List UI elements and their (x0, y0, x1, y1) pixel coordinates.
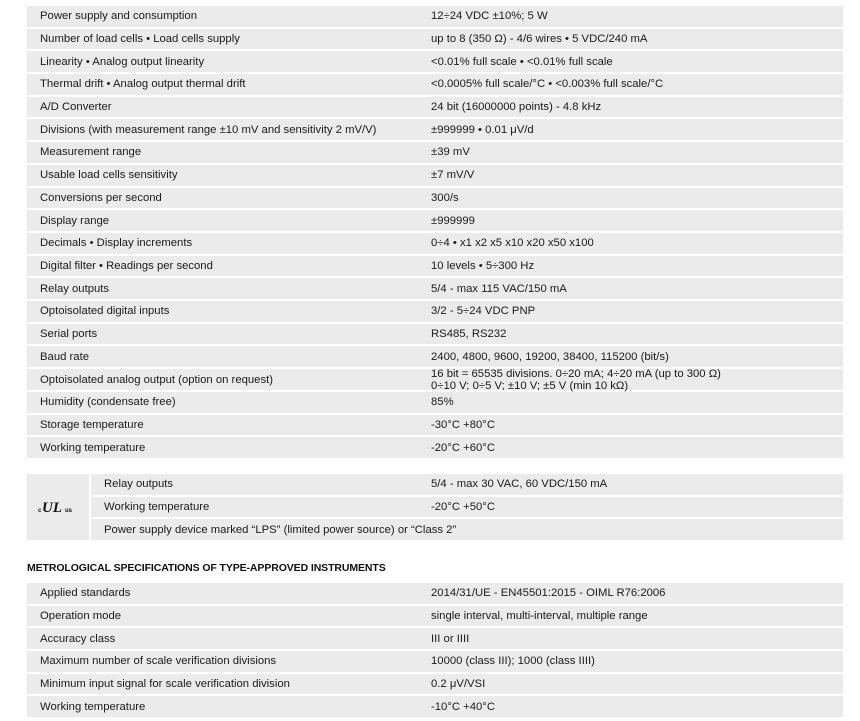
spec-label: Serial ports (40, 327, 98, 340)
spec-value: <0.01% full scale • <0.01% full scale (431, 55, 613, 68)
spec-value: 2400, 4800, 9600, 19200, 38400, 115200 (bit/s) (431, 350, 669, 363)
metro-value: 0.2 μV/VSI (431, 678, 486, 691)
ul-label: Relay outputs (104, 478, 174, 491)
spec-label: Optoisolated analog output (option on request) (40, 373, 274, 386)
spec-label: Usable load cells sensitivity (40, 169, 178, 182)
spec-value: 24 bit (16000000 points) - 4.8 kHz (431, 101, 602, 114)
ul-row (91, 474, 843, 497)
spec-row (27, 74, 843, 97)
metrological-table (27, 583, 843, 719)
spec-row (27, 142, 843, 165)
spec-row (27, 278, 843, 301)
spec-row (27, 51, 843, 74)
metro-label: Maximum number of scale verification divisions (40, 655, 277, 668)
spec-label: A/D Converter (40, 101, 112, 114)
spec-row (27, 165, 843, 188)
ul-row (91, 497, 843, 520)
spec-value: ±999999 • 0.01 μV/d (431, 123, 534, 136)
spec-value: 5/4 - max 115 VAC/150 mA (431, 282, 567, 295)
spec-value: up to 8 (350 Ω) - 4/6 wires • 5 VDC/240 mA (431, 33, 648, 46)
spec-row (27, 369, 843, 392)
spec-row (27, 256, 843, 279)
spec-value-line-2: 0÷10 V; 0÷5 V; ±10 V; ±5 V (min 10 kΩ) (431, 379, 629, 392)
spec-row (27, 97, 843, 120)
spec-value-line-1: 16 bit = 65535 divisions. 0÷20 mA; 4÷20 mA (up to 300 Ω) (431, 367, 721, 380)
spec-label: Digital filter • Readings per second (40, 259, 213, 272)
spec-value: RS485, RS232 (431, 327, 507, 340)
spec-label: Conversions per second (40, 191, 162, 204)
spec-value: 85% (431, 396, 454, 409)
spec-value: 3/2 - 5÷24 VDC PNP (431, 305, 536, 318)
metro-row (27, 583, 843, 606)
spec-row (27, 233, 843, 256)
ul-value: 5/4 - max 30 VAC, 60 VDC/150 mA (431, 478, 608, 491)
spec-row (27, 415, 843, 438)
spec-label: Humidity (condensate free) (40, 396, 176, 409)
spec-row (27, 301, 843, 324)
spec-label: Divisions (with measurement range ±10 mV and sensitivity 2 mV/V) (40, 123, 377, 136)
metro-row (27, 674, 843, 697)
spec-row (27, 188, 843, 211)
metro-value: -10°C +40°C (431, 700, 495, 713)
ul-note: Power supply device marked “LPS” (limited power source) or “Class 2” (104, 523, 457, 536)
spec-row (27, 29, 843, 52)
metro-row (27, 628, 843, 651)
spec-row (27, 324, 843, 347)
metro-label: Minimum input signal for scale verification division (40, 678, 290, 691)
spec-label: Linearity • Analog output linearity (40, 55, 205, 68)
metro-label: Working temperature (40, 700, 146, 713)
spec-label: Optoisolated digital inputs (40, 305, 170, 318)
spec-value: 0÷4 • x1 x2 x5 x10 x20 x50 x100 (431, 237, 594, 250)
metro-row (27, 651, 843, 674)
ul-note-row (91, 519, 843, 542)
spec-label: Storage temperature (40, 419, 144, 432)
spec-label: Baud rate (40, 350, 89, 363)
spec-label: Thermal drift • Analog output thermal drift (40, 78, 246, 91)
spec-row (27, 6, 843, 29)
svg-text:us: us (65, 508, 73, 514)
metro-label: Accuracy class (40, 632, 116, 645)
metro-value: single interval, multi-interval, multiple range (431, 610, 648, 623)
svg-text:UL: UL (42, 500, 62, 516)
spec-value: -20°C +60°C (431, 441, 495, 454)
spec-row (27, 437, 843, 460)
spec-row (27, 346, 843, 369)
spec-value: 300/s (431, 191, 459, 204)
spec-row (27, 119, 843, 142)
metro-row (27, 696, 843, 719)
spec-value: 10 levels • 5÷300 Hz (431, 259, 535, 272)
metro-label: Operation mode (40, 610, 122, 623)
spec-value: <0.0005% full scale/°C • <0.003% full scale/°C (431, 78, 664, 91)
spec-value: 12÷24 VDC ±10%; 5 W (431, 10, 548, 23)
spec-row (27, 392, 843, 415)
spec-value (417, 368, 843, 392)
metro-value: III or IIII (431, 632, 470, 645)
spec-label: Number of load cells • Load cells supply (40, 33, 240, 46)
ul-label: Working temperature (104, 501, 210, 514)
spec-label: Decimals • Display increments (40, 237, 193, 250)
metro-value: 10000 (class III); 1000 (class IIII) (431, 655, 595, 668)
metrological-section-title: METROLOGICAL SPECIFICATIONS OF TYPE-APPROVED INSTRUMENTS (27, 562, 386, 574)
spec-label: Display range (40, 214, 110, 227)
ul-certification-block (27, 474, 843, 542)
spec-value: -30°C +80°C (431, 419, 495, 432)
spec-label: Relay outputs (40, 282, 110, 295)
spec-value: ±39 mV (431, 146, 470, 159)
spec-label: Power supply and consumption (40, 10, 197, 23)
ul-value: -20°C +50°C (431, 501, 495, 514)
metro-value: 2014/31/UE - EN45501:2015 - OIML R76:2006 (431, 587, 666, 600)
metro-row (27, 606, 843, 629)
spec-label: Working temperature (40, 441, 146, 454)
metro-label: Applied standards (40, 587, 131, 600)
spec-row (27, 210, 843, 233)
ul-certification-logo (38, 498, 78, 516)
spec-value: ±7 mV/V (431, 169, 475, 182)
svg-text:c: c (38, 508, 42, 514)
spec-value: ±999999 (431, 214, 475, 227)
ul-rows (91, 474, 843, 542)
ul-logo-cell (27, 474, 89, 540)
spec-label: Measurement range (40, 146, 142, 159)
specifications-table (27, 6, 843, 460)
